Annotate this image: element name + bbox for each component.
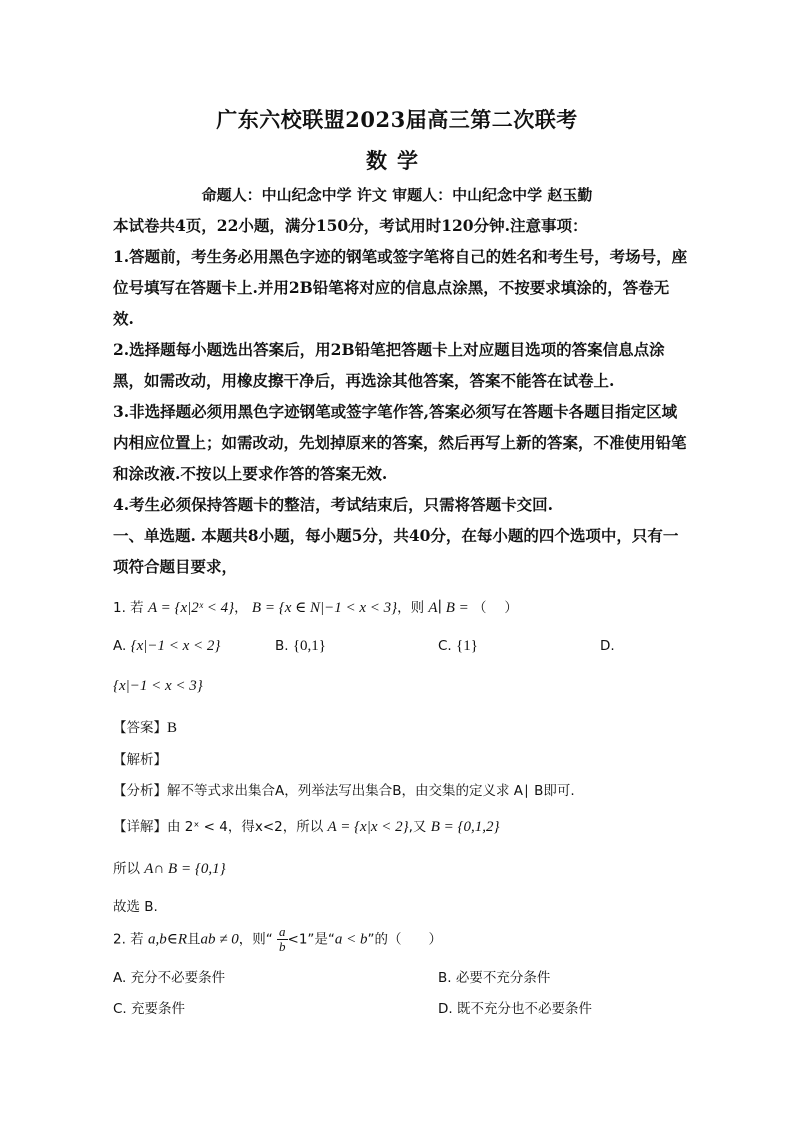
q1-ask-prefix: ，则 bbox=[397, 600, 425, 616]
q1-option-c[interactable] bbox=[438, 638, 478, 655]
option-text: 充分不必要条件 bbox=[130, 970, 226, 986]
q2-rel: a < b bbox=[334, 931, 368, 948]
question-1 bbox=[113, 596, 518, 617]
q2-cond-then: ，则“ bbox=[238, 931, 273, 948]
question-2 bbox=[113, 925, 442, 954]
q2-cond-math: a,b∈R bbox=[147, 931, 187, 948]
q1-ask-paren: （ ） bbox=[473, 600, 518, 616]
q1-option-a[interactable] bbox=[113, 638, 220, 655]
q1-answer bbox=[113, 716, 177, 737]
therefore-math: A∩ B = {0,1} bbox=[144, 861, 226, 877]
exam-title: 广东六校联盟2023届高三第二次联考 bbox=[216, 107, 578, 132]
subject-title: 数学 bbox=[366, 148, 428, 173]
option-text: 既不充分也不必要条件 bbox=[456, 1001, 592, 1017]
q2-cond-mid: 且 bbox=[187, 931, 201, 948]
option-label: C. bbox=[113, 1001, 127, 1017]
xiangjie-math1: A = {x|x < 2} bbox=[327, 819, 409, 835]
option-label: A. bbox=[113, 970, 127, 986]
q1-ask-expr: A∣ B = bbox=[428, 600, 469, 616]
q1-option-d-text bbox=[113, 678, 203, 695]
notice-intro: 本试卷共4页，22小题，满分150分，考试用时120分钟.注意事项： bbox=[113, 216, 588, 235]
xiangjie-part1: 由 2ˣ < 4，得x<2，所以 bbox=[167, 819, 324, 835]
authors-line: 命题人：中山纪念中学 许文 审题人：中山纪念中学 赵玉勤 bbox=[201, 186, 593, 204]
q2-cond-math2: ab ≠ 0 bbox=[200, 931, 239, 948]
q1-set-b: B = {x ∈ N|−1 < x < 3} bbox=[251, 600, 398, 616]
notice-item-1: 1.答题前，考生务必用黑色字迹的钢笔或签字笔将自己的姓名和考生号，考场号，座位号填写在答题卡上.并用2B铅笔将对应的信息点涂黑，不按要求填涂的，答卷无效. bbox=[113, 247, 688, 328]
q2-option-c[interactable] bbox=[113, 997, 185, 1017]
q1-option-b[interactable] bbox=[275, 638, 326, 655]
q2-option-b[interactable] bbox=[438, 966, 550, 986]
option-text: {1} bbox=[456, 638, 478, 654]
notice-item-4: 4.考生必须保持答题卡的整洁，考试结束后，只需将答题卡交回. bbox=[113, 495, 554, 514]
q1-analysis-tag: 【解析】 bbox=[113, 752, 167, 768]
answer-tag: 【答案】 bbox=[113, 720, 167, 736]
q1-prefix: 1. 若 bbox=[113, 600, 144, 616]
q2-option-d[interactable] bbox=[438, 997, 592, 1017]
q1-comma: ， bbox=[234, 600, 248, 616]
q2-end: ”的（ ） bbox=[367, 931, 443, 948]
fenxi-tag: 【分析】 bbox=[113, 783, 167, 799]
fraction-denominator: b bbox=[279, 939, 286, 954]
option-text: {x|−1 < x < 3} bbox=[113, 678, 203, 694]
section-heading: 一、单选题. 本题共8小题，每小题5分，共40分，在每小题的四个选项中，只有一项符合题目要求， bbox=[113, 526, 679, 576]
option-text: 充要条件 bbox=[131, 1001, 186, 1017]
option-label: C. bbox=[438, 638, 452, 654]
q1-set-a: A = {x|2ˣ < 4} bbox=[147, 600, 235, 616]
option-label: D. bbox=[438, 1001, 453, 1017]
fenxi-text: 解不等式求出集合A，列举法写出集合B，由交集的定义求 A∣ B即可. bbox=[167, 783, 575, 799]
option-text: 必要不充分条件 bbox=[455, 970, 551, 986]
option-text: {x|−1 < x < 2} bbox=[130, 638, 221, 654]
xiangjie-part2: ,又 bbox=[408, 819, 427, 835]
xiangjie-math2: B = {0,1,2} bbox=[430, 819, 500, 835]
q1-xiangjie bbox=[113, 815, 500, 836]
xiangjie-tag: 【详解】 bbox=[113, 819, 167, 835]
q2-option-a[interactable] bbox=[113, 966, 225, 986]
notice-item-3: 3.非选择题必须用黑色字迹钢笔或签字笔作答,答案必须写在答题卡各题目指定区域内相应位置上；如需改动，先划掉原来的答案，然后再写上新的答案，不准使用铅笔和涂改液.不按以上要求作答的答案无效. bbox=[113, 402, 687, 483]
q2-fraction bbox=[277, 925, 288, 954]
q1-fenxi bbox=[113, 779, 575, 799]
answer-value: B bbox=[167, 720, 178, 736]
therefore-prefix: 所以 bbox=[113, 861, 140, 877]
q2-prefix: 2. 若 bbox=[113, 931, 144, 948]
q1-option-d-label[interactable]: D. bbox=[600, 638, 615, 654]
option-label: B. bbox=[438, 970, 452, 986]
option-text: {0,1} bbox=[292, 638, 327, 654]
q1-therefore bbox=[113, 857, 226, 878]
fraction-numerator: a bbox=[279, 924, 286, 939]
notice-item-2: 2.选择题每小题选出答案后，用2B铅笔把答题卡上对应题目选项的答案信息点涂黑，如需改动，用橡皮擦干净后，再选涂其他答案，答案不能答在试卷上. bbox=[113, 340, 665, 390]
option-label: A. bbox=[113, 638, 127, 654]
q1-conclusion: 故选 B. bbox=[113, 899, 158, 915]
q2-frac-tail: <1”是“ bbox=[287, 931, 335, 948]
option-label: B. bbox=[275, 638, 289, 654]
